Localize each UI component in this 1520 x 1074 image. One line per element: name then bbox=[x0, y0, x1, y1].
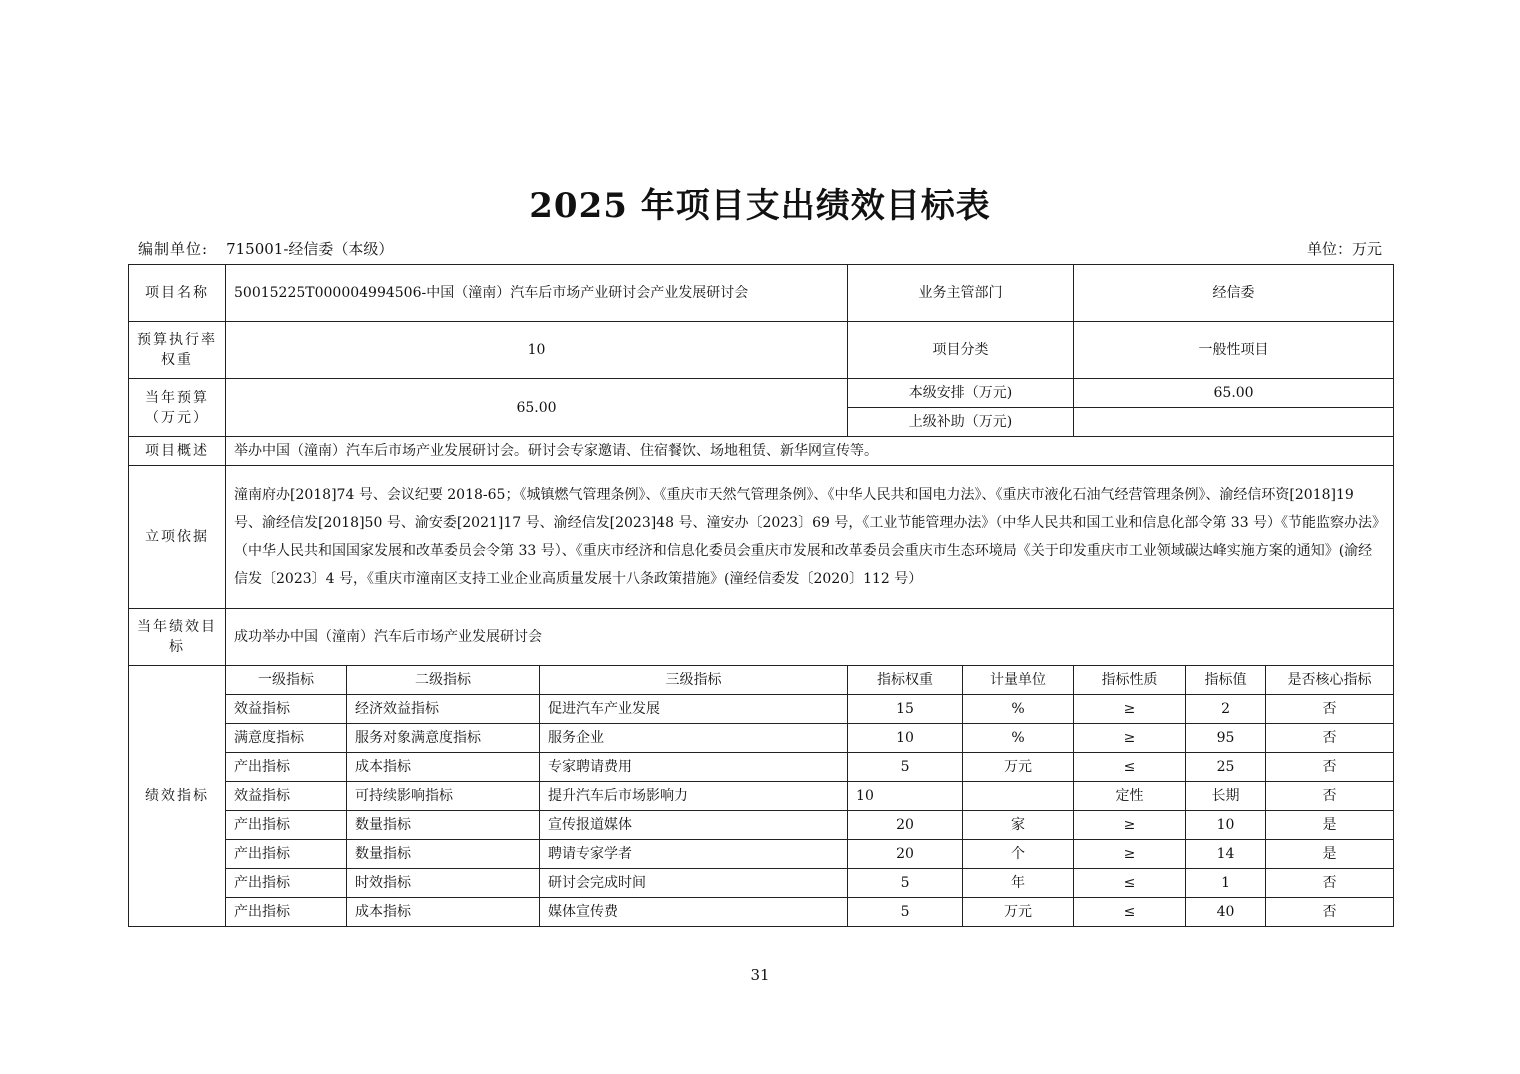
performance-table bbox=[128, 264, 1394, 927]
indicator-header: 二级指标 bbox=[347, 666, 540, 695]
unit-cell: 家 bbox=[963, 811, 1074, 840]
level2-cell: 成本指标 bbox=[347, 898, 540, 927]
unit-cell: 年 bbox=[963, 869, 1074, 898]
level3-cell: 聘请专家学者 bbox=[540, 840, 848, 869]
row-budget-local bbox=[129, 379, 1394, 408]
indicator-header-row bbox=[129, 666, 1394, 695]
category-label: 项目分类 bbox=[848, 322, 1074, 379]
nature-cell: ≤ bbox=[1074, 753, 1186, 782]
table-row bbox=[129, 782, 1394, 811]
level2-cell: 经济效益指标 bbox=[347, 695, 540, 724]
core-cell: 否 bbox=[1266, 898, 1394, 927]
level3-cell: 专家聘请费用 bbox=[540, 753, 848, 782]
level2-cell: 时效指标 bbox=[347, 869, 540, 898]
nature-cell: ≤ bbox=[1074, 869, 1186, 898]
level1-cell: 满意度指标 bbox=[226, 724, 347, 753]
unit-cell: 个 bbox=[963, 840, 1074, 869]
value-cell: 2 bbox=[1186, 695, 1266, 724]
weight-cell: 20 bbox=[848, 840, 963, 869]
table-row bbox=[129, 869, 1394, 898]
basis-label: 立项依据 bbox=[129, 466, 226, 609]
overview-label: 项目概述 bbox=[129, 437, 226, 466]
weight-cell: 5 bbox=[848, 869, 963, 898]
page-number: 31 bbox=[750, 966, 770, 984]
unit-cell: 万元 bbox=[963, 898, 1074, 927]
core-cell: 否 bbox=[1266, 753, 1394, 782]
upper-value bbox=[1074, 408, 1394, 437]
value-cell: 长期 bbox=[1186, 782, 1266, 811]
unit-cell: % bbox=[963, 724, 1074, 753]
level1-cell: 效益指标 bbox=[226, 782, 347, 811]
weight-cell: 5 bbox=[848, 898, 963, 927]
weight-cell: 20 bbox=[848, 811, 963, 840]
nature-cell: 定性 bbox=[1074, 782, 1186, 811]
indicators-section-label: 绩效指标 bbox=[129, 666, 226, 927]
dept-label: 业务主管部门 bbox=[848, 265, 1074, 322]
unit-cell: % bbox=[963, 695, 1074, 724]
table-row bbox=[129, 724, 1394, 753]
core-cell: 是 bbox=[1266, 811, 1394, 840]
category-value: 一般性项目 bbox=[1074, 322, 1394, 379]
value-cell: 14 bbox=[1186, 840, 1266, 869]
weight-label: 预算执行率权重 bbox=[129, 322, 226, 379]
table-row bbox=[129, 898, 1394, 927]
core-cell: 否 bbox=[1266, 782, 1394, 811]
value-cell: 95 bbox=[1186, 724, 1266, 753]
level1-cell: 产出指标 bbox=[226, 869, 347, 898]
core-cell: 否 bbox=[1266, 869, 1394, 898]
compiling-unit bbox=[138, 238, 393, 260]
nature-cell: ≥ bbox=[1074, 811, 1186, 840]
level2-cell: 数量指标 bbox=[347, 840, 540, 869]
value-cell: 10 bbox=[1186, 811, 1266, 840]
budget-value: 65.00 bbox=[226, 379, 848, 437]
level1-cell: 产出指标 bbox=[226, 811, 347, 840]
level2-cell: 可持续影响指标 bbox=[347, 782, 540, 811]
level1-cell: 产出指标 bbox=[226, 840, 347, 869]
level3-cell: 促进汽车产业发展 bbox=[540, 695, 848, 724]
dept-value: 经信委 bbox=[1074, 265, 1394, 322]
level2-cell: 成本指标 bbox=[347, 753, 540, 782]
level3-cell: 媒体宣传费 bbox=[540, 898, 848, 927]
level3-cell: 宣传报道媒体 bbox=[540, 811, 848, 840]
compiling-unit-label: 编制单位: bbox=[138, 240, 209, 258]
nature-cell: ≤ bbox=[1074, 898, 1186, 927]
nature-cell: ≥ bbox=[1074, 695, 1186, 724]
nature-cell: ≥ bbox=[1074, 724, 1186, 753]
table-row bbox=[129, 811, 1394, 840]
table-row bbox=[129, 753, 1394, 782]
row-project-name bbox=[129, 265, 1394, 322]
project-name-label: 项目名称 bbox=[129, 265, 226, 322]
level3-cell: 提升汽车后市场影响力 bbox=[540, 782, 848, 811]
row-basis bbox=[129, 466, 1394, 609]
indicator-header: 一级指标 bbox=[226, 666, 347, 695]
value-cell: 25 bbox=[1186, 753, 1266, 782]
compiling-unit-value: 715001-经信委（本级） bbox=[226, 240, 394, 258]
overview-value: 举办中国（潼南）汽车后市场产业发展研讨会。研讨会专家邀请、住宿餐饮、场地租赁、新华网宣传等。 bbox=[226, 437, 1394, 466]
level1-cell: 效益指标 bbox=[226, 695, 347, 724]
table-row bbox=[129, 840, 1394, 869]
weight-cell: 10 bbox=[848, 782, 963, 811]
core-cell: 否 bbox=[1266, 695, 1394, 724]
upper-label: 上级补助（万元) bbox=[848, 408, 1074, 437]
row-overview bbox=[129, 437, 1394, 466]
basis-value: 潼南府办[2018]74 号、会议纪要 2018-65；《城镇燃气管理条例》、《重庆市天然气管理条例》、《中华人民共和国电力法》、《重庆市液化石油气经营管理条例》、渝经信环资[2018]19 号、渝经信发[2018]50 号、渝安委[2021]17 号、渝经信发[2023]48 号、潼安办〔2023〕69 号，《工业节能管理办法》（中华人民共和国工业和信息化部令第 33 号）《节能监察办法》（中华人民共和国国家发展和改革委员会令第 33 号）、《重庆市经济和信息化委员会重庆市发展和改革委员会重庆市生态环境局《关于印发重庆市工业领域碳达峰实施方案的通知》(渝经信发〔2023〕4 号，《重庆市潼南区支持工业企业高质量发展十八条政策措施》(潼经信委发〔2020〕112 号） bbox=[226, 466, 1394, 609]
row-goal bbox=[129, 609, 1394, 666]
indicator-header: 指标权重 bbox=[848, 666, 963, 695]
weight-value: 10 bbox=[226, 322, 848, 379]
level1-cell: 产出指标 bbox=[226, 898, 347, 927]
unit-cell: 万元 bbox=[963, 753, 1074, 782]
weight-cell: 10 bbox=[848, 724, 963, 753]
indicator-header: 计量单位 bbox=[963, 666, 1074, 695]
level3-cell: 服务企业 bbox=[540, 724, 848, 753]
currency-unit: 单位：万元 bbox=[1306, 240, 1382, 258]
nature-cell: ≥ bbox=[1074, 840, 1186, 869]
budget-label: 当年预算（万元） bbox=[129, 379, 226, 437]
weight-cell: 15 bbox=[848, 695, 963, 724]
project-name-value: 50015225T000004994506-中国（潼南）汽车后市场产业研讨会产业发展研讨会 bbox=[226, 265, 848, 322]
local-label: 本级安排（万元) bbox=[848, 379, 1074, 408]
value-cell: 40 bbox=[1186, 898, 1266, 927]
row-weight bbox=[129, 322, 1394, 379]
level1-cell: 产出指标 bbox=[226, 753, 347, 782]
table-row bbox=[129, 695, 1394, 724]
indicator-header: 三级指标 bbox=[540, 666, 848, 695]
goal-label: 当年绩效目标 bbox=[129, 609, 226, 666]
level2-cell: 服务对象满意度指标 bbox=[347, 724, 540, 753]
level3-cell: 研讨会完成时间 bbox=[540, 869, 848, 898]
local-value: 65.00 bbox=[1074, 379, 1394, 408]
indicator-header: 指标性质 bbox=[1074, 666, 1186, 695]
core-cell: 是 bbox=[1266, 840, 1394, 869]
indicator-header: 指标值 bbox=[1186, 666, 1266, 695]
indicator-header: 是否核心指标 bbox=[1266, 666, 1394, 695]
level2-cell: 数量指标 bbox=[347, 811, 540, 840]
unit-cell bbox=[963, 782, 1074, 811]
page-title: 2025 年项目支出绩效目标表 bbox=[529, 186, 991, 226]
weight-cell: 5 bbox=[848, 753, 963, 782]
value-cell: 1 bbox=[1186, 869, 1266, 898]
core-cell: 否 bbox=[1266, 724, 1394, 753]
goal-value: 成功举办中国（潼南）汽车后市场产业发展研讨会 bbox=[226, 609, 1394, 666]
